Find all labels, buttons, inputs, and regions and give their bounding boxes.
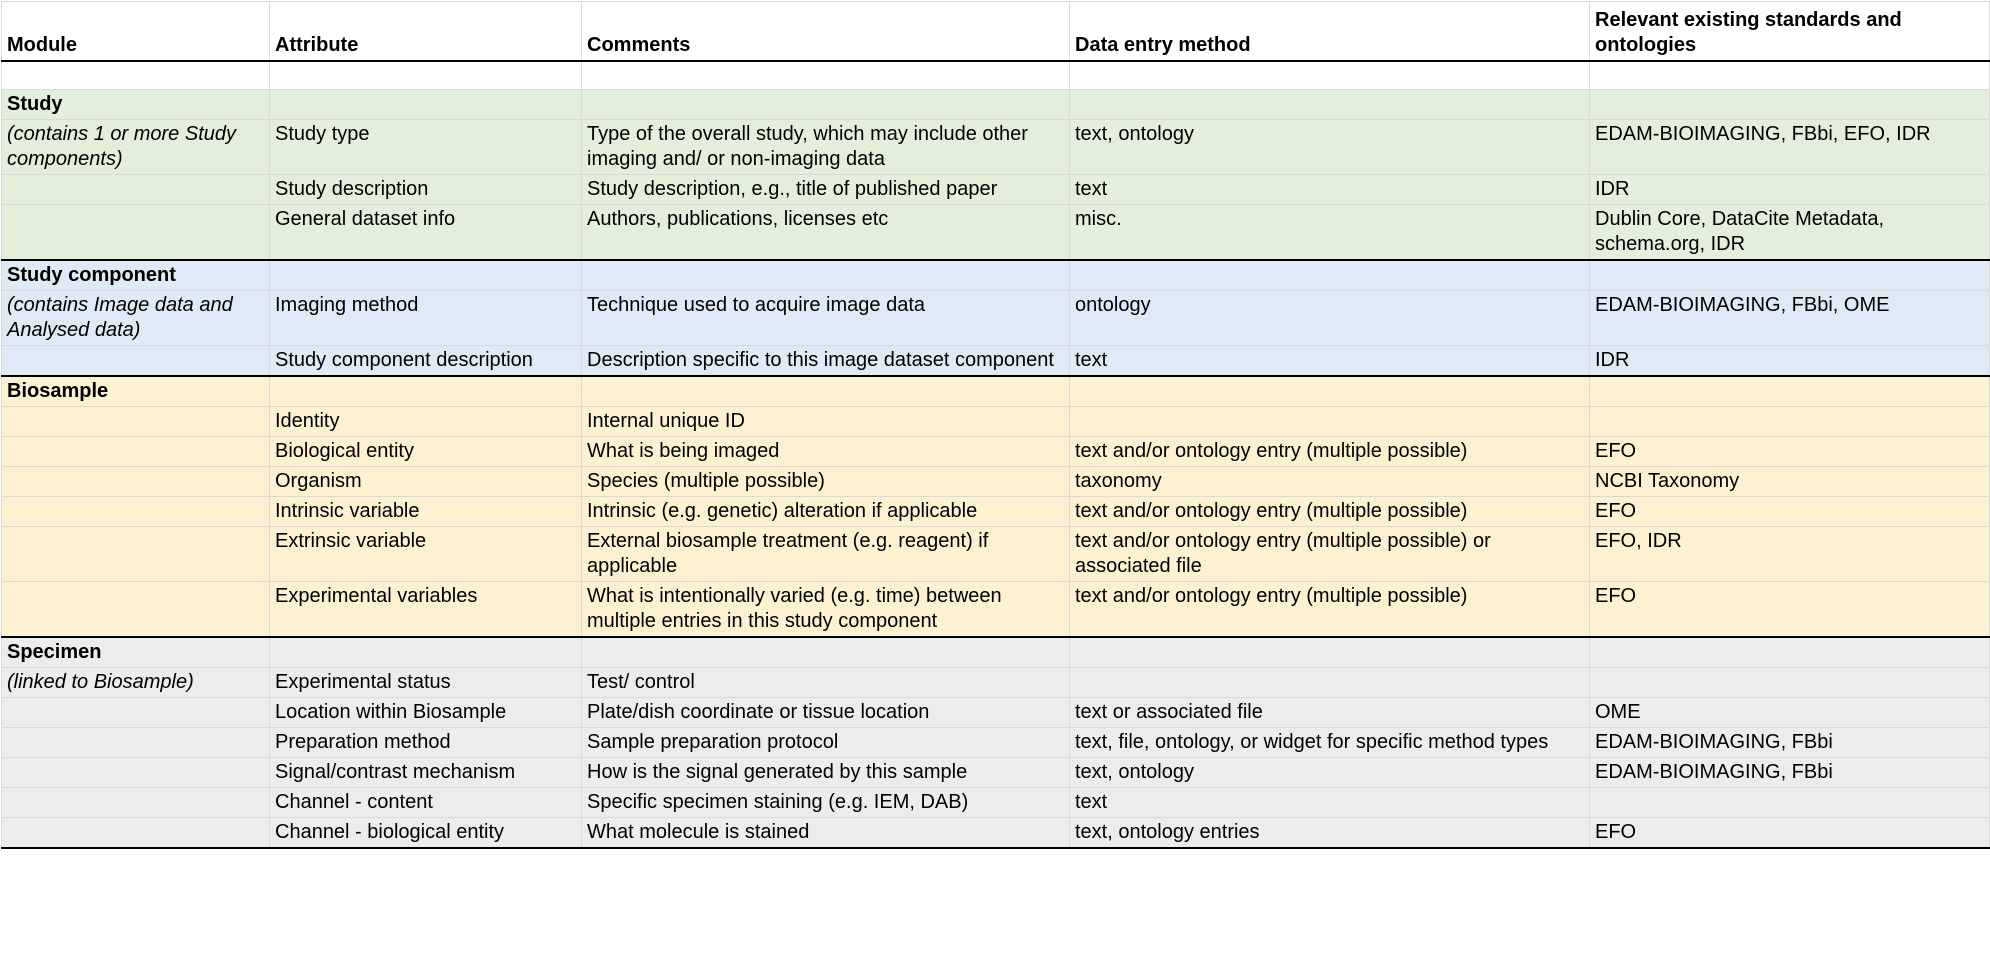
cell-data-entry-method[interactable]: text, ontology — [1070, 758, 1590, 788]
cell-attribute[interactable] — [270, 90, 582, 120]
cell-comments[interactable]: Type of the overall study, which may include other imaging and/ or non-imaging data — [582, 120, 1070, 175]
table-row — [2, 668, 1990, 698]
cell-module[interactable] — [2, 205, 270, 261]
cell-standards[interactable]: IDR — [1590, 175, 1990, 205]
cell-data-entry-method[interactable]: text — [1070, 175, 1590, 205]
cell-module[interactable] — [2, 698, 270, 728]
module-row — [2, 260, 1990, 291]
cell-data-entry-method[interactable]: ontology — [1070, 291, 1590, 346]
module-row — [2, 90, 1990, 120]
cell-module[interactable] — [2, 497, 270, 527]
cell-data-entry-method[interactable] — [1070, 61, 1590, 90]
cell-data-entry-method[interactable]: text, ontology — [1070, 120, 1590, 175]
table-body — [2, 61, 1990, 848]
cell-standards[interactable]: IDR — [1590, 346, 1990, 377]
cell-attribute[interactable]: Channel - biological entity — [270, 818, 582, 849]
cell-comments[interactable]: Test/ control — [582, 668, 1070, 698]
cell-standards[interactable]: EDAM-BIOIMAGING, FBbi, OME — [1590, 291, 1990, 346]
cell-module[interactable]: Biosample — [2, 376, 270, 407]
header-comments[interactable]: Comments — [582, 2, 1070, 62]
cell-comments[interactable]: Intrinsic (e.g. genetic) alteration if applicable — [582, 497, 1070, 527]
cell-standards[interactable] — [1590, 90, 1990, 120]
table-row — [2, 437, 1990, 467]
cell-comments[interactable] — [582, 90, 1070, 120]
cell-module[interactable] — [2, 407, 270, 437]
cell-data-entry-method[interactable] — [1070, 90, 1590, 120]
cell-comments[interactable]: What is being imaged — [582, 437, 1070, 467]
cell-module[interactable]: (contains Image data and Analysed data) — [2, 291, 270, 346]
cell-attribute[interactable] — [270, 637, 582, 668]
cell-attribute[interactable]: Identity — [270, 407, 582, 437]
table-row — [2, 527, 1990, 582]
cell-data-entry-method[interactable]: misc. — [1070, 205, 1590, 261]
cell-standards[interactable] — [1590, 376, 1990, 407]
cell-module[interactable] — [2, 527, 270, 582]
cell-module[interactable] — [2, 467, 270, 497]
cell-module[interactable] — [2, 758, 270, 788]
cell-attribute[interactable]: Extrinsic variable — [270, 527, 582, 582]
cell-module[interactable]: (linked to Biosample) — [2, 668, 270, 698]
cell-standards[interactable]: OME — [1590, 698, 1990, 728]
cell-data-entry-method[interactable]: text, file, ontology, or widget for specific method types — [1070, 728, 1590, 758]
cell-attribute[interactable]: Intrinsic variable — [270, 497, 582, 527]
cell-attribute[interactable]: Channel - content — [270, 788, 582, 818]
cell-comments[interactable]: External biosample treatment (e.g. reagent) if applicable — [582, 527, 1070, 582]
cell-data-entry-method[interactable] — [1070, 637, 1590, 668]
cell-attribute[interactable]: Experimental variables — [270, 582, 582, 638]
module-row — [2, 637, 1990, 668]
cell-standards[interactable] — [1590, 61, 1990, 90]
table-row — [2, 728, 1990, 758]
cell-standards[interactable] — [1590, 637, 1990, 668]
table-row — [2, 205, 1990, 261]
cell-comments[interactable]: Description specific to this image dataset component — [582, 346, 1070, 377]
cell-comments[interactable] — [582, 260, 1070, 291]
cell-attribute[interactable]: Experimental status — [270, 668, 582, 698]
cell-comments[interactable]: Species (multiple possible) — [582, 467, 1070, 497]
cell-attribute[interactable]: Imaging method — [270, 291, 582, 346]
cell-data-entry-method[interactable]: text, ontology entries — [1070, 818, 1590, 849]
cell-data-entry-method[interactable]: text and/or ontology entry (multiple possible) — [1070, 582, 1590, 638]
cell-attribute[interactable]: Preparation method — [270, 728, 582, 758]
table-row — [2, 467, 1990, 497]
cell-standards[interactable] — [1590, 788, 1990, 818]
cell-data-entry-method[interactable]: text and/or ontology entry (multiple possible) — [1070, 497, 1590, 527]
table-row — [2, 407, 1990, 437]
cell-comments[interactable]: What molecule is stained — [582, 818, 1070, 849]
cell-standards[interactable]: EDAM-BIOIMAGING, FBbi — [1590, 758, 1990, 788]
cell-module[interactable]: Study — [2, 90, 270, 120]
module-row — [2, 376, 1990, 407]
header-data-entry-method[interactable]: Data entry method — [1070, 2, 1590, 62]
header-module[interactable]: Module — [2, 2, 270, 62]
cell-comments[interactable]: Internal unique ID — [582, 407, 1070, 437]
table-row — [2, 291, 1990, 346]
cell-comments[interactable]: Technique used to acquire image data — [582, 291, 1070, 346]
cell-comments[interactable]: Sample preparation protocol — [582, 728, 1070, 758]
cell-data-entry-method[interactable]: text or associated file — [1070, 698, 1590, 728]
cell-data-entry-method[interactable]: taxonomy — [1070, 467, 1590, 497]
table-row — [2, 582, 1990, 638]
cell-data-entry-method[interactable]: text and/or ontology entry (multiple possible) — [1070, 437, 1590, 467]
cell-standards[interactable]: EFO, IDR — [1590, 527, 1990, 582]
table-row — [2, 497, 1990, 527]
cell-standards[interactable]: EFO — [1590, 818, 1990, 849]
header-attribute[interactable]: Attribute — [270, 2, 582, 62]
metadata-table — [1, 1, 1990, 849]
cell-comments[interactable]: Specific specimen staining (e.g. IEM, DAB) — [582, 788, 1070, 818]
cell-standards[interactable]: NCBI Taxonomy — [1590, 467, 1990, 497]
cell-standards[interactable]: EDAM-BIOIMAGING, FBbi, EFO, IDR — [1590, 120, 1990, 175]
cell-standards[interactable]: EFO — [1590, 497, 1990, 527]
cell-data-entry-method[interactable] — [1070, 407, 1590, 437]
cell-module[interactable] — [2, 728, 270, 758]
header-standards[interactable]: Relevant existing standards and ontologies — [1590, 2, 1990, 62]
table-row — [2, 346, 1990, 377]
table-header — [2, 2, 1990, 62]
cell-comments[interactable] — [582, 637, 1070, 668]
cell-attribute[interactable]: Study component description — [270, 346, 582, 377]
cell-data-entry-method[interactable]: text — [1070, 788, 1590, 818]
cell-attribute[interactable] — [270, 61, 582, 90]
cell-attribute[interactable] — [270, 260, 582, 291]
cell-module[interactable]: Study component — [2, 260, 270, 291]
cell-module[interactable] — [2, 818, 270, 849]
cell-module[interactable] — [2, 582, 270, 638]
cell-attribute[interactable]: Organism — [270, 467, 582, 497]
cell-standards[interactable] — [1590, 407, 1990, 437]
cell-attribute[interactable]: General dataset info — [270, 205, 582, 261]
cell-data-entry-method[interactable] — [1070, 260, 1590, 291]
cell-standards[interactable]: EFO — [1590, 437, 1990, 467]
cell-comments[interactable] — [582, 61, 1070, 90]
table-row — [2, 788, 1990, 818]
cell-comments[interactable] — [582, 376, 1070, 407]
cell-attribute[interactable]: Location within Biosample — [270, 698, 582, 728]
table-row — [2, 758, 1990, 788]
cell-standards[interactable]: EDAM-BIOIMAGING, FBbi — [1590, 728, 1990, 758]
table-row — [2, 61, 1990, 90]
cell-attribute[interactable]: Biological entity — [270, 437, 582, 467]
cell-module[interactable] — [2, 437, 270, 467]
cell-module[interactable] — [2, 788, 270, 818]
cell-module[interactable]: Specimen — [2, 637, 270, 668]
table-row — [2, 175, 1990, 205]
cell-comments[interactable]: Plate/dish coordinate or tissue location — [582, 698, 1070, 728]
cell-comments[interactable]: What is intentionally varied (e.g. time) between multiple entries in this study component — [582, 582, 1070, 638]
cell-data-entry-method[interactable]: text and/or ontology entry (multiple possible) or associated file — [1070, 527, 1590, 582]
cell-attribute[interactable]: Study type — [270, 120, 582, 175]
cell-attribute[interactable] — [270, 376, 582, 407]
cell-attribute[interactable]: Study description — [270, 175, 582, 205]
cell-comments[interactable]: Study description, e.g., title of published paper — [582, 175, 1070, 205]
header-row — [2, 2, 1990, 62]
cell-data-entry-method[interactable] — [1070, 668, 1590, 698]
table-row — [2, 698, 1990, 728]
cell-module[interactable] — [2, 61, 270, 90]
cell-module[interactable] — [2, 346, 270, 377]
cell-data-entry-method[interactable]: text — [1070, 346, 1590, 377]
table-row — [2, 818, 1990, 849]
cell-module[interactable]: (contains 1 or more Study components) — [2, 120, 270, 175]
cell-comments[interactable]: How is the signal generated by this sample — [582, 758, 1070, 788]
cell-standards[interactable] — [1590, 260, 1990, 291]
cell-standards[interactable]: Dublin Core, DataCite Metadata, schema.org, IDR — [1590, 205, 1990, 261]
cell-standards[interactable] — [1590, 668, 1990, 698]
cell-data-entry-method[interactable] — [1070, 376, 1590, 407]
cell-standards[interactable]: EFO — [1590, 582, 1990, 638]
cell-comments[interactable]: Authors, publications, licenses etc — [582, 205, 1070, 261]
cell-attribute[interactable]: Signal/contrast mechanism — [270, 758, 582, 788]
cell-module[interactable] — [2, 175, 270, 205]
table-row — [2, 120, 1990, 175]
